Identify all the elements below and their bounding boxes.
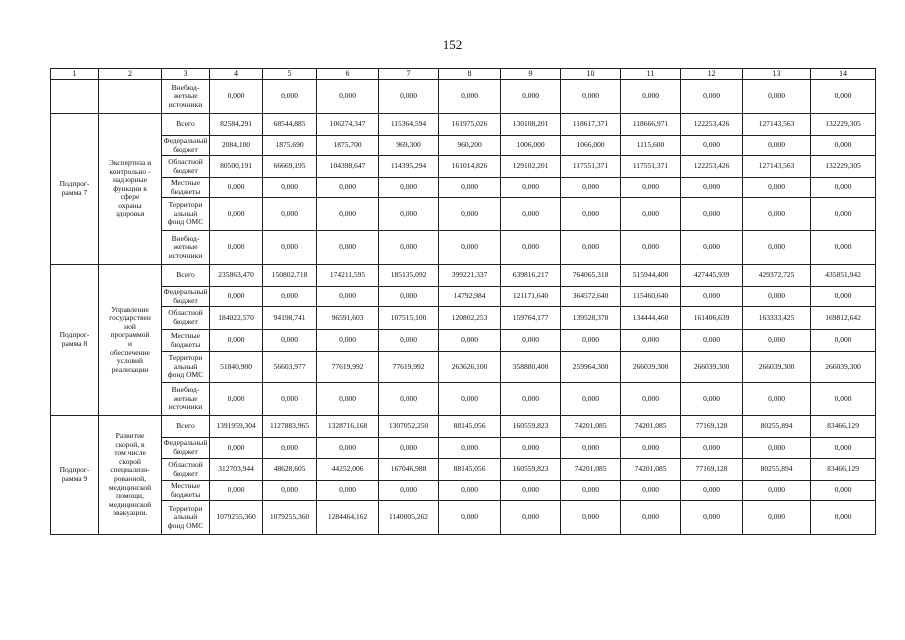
table-row <box>51 136 876 156</box>
amount-cell: 88145,056 <box>439 416 501 438</box>
amount-cell: 0,000 <box>210 198 263 231</box>
amount-cell: 0,000 <box>210 231 263 265</box>
amount-cell: 0,000 <box>811 481 876 501</box>
column-number-cell: 2 <box>99 69 162 80</box>
table-row <box>51 352 876 383</box>
amount-cell: 0,000 <box>439 481 501 501</box>
funding-source-cell: Областной бюджет <box>162 156 210 178</box>
amount-cell: 0,000 <box>681 481 743 501</box>
amount-cell: 120802,253 <box>439 307 501 330</box>
funding-source-cell: Внебюд- жетные источники <box>162 383 210 416</box>
amount-cell: 74201,085 <box>621 459 681 481</box>
amount-cell: 1391959,304 <box>210 416 263 438</box>
amount-cell: 969,300 <box>379 136 439 156</box>
amount-cell: 0,000 <box>621 481 681 501</box>
amount-cell: 0,000 <box>501 481 561 501</box>
funding-source-cell: Территори альный фонд ОМС <box>162 352 210 383</box>
amount-cell: 139528,378 <box>561 307 621 330</box>
amount-cell: 2084,100 <box>210 136 263 156</box>
table-row <box>51 459 876 481</box>
amount-cell: 0,000 <box>561 501 621 535</box>
amount-cell: 0,000 <box>621 198 681 231</box>
amount-cell: 80255,894 <box>743 416 811 438</box>
amount-cell: 122253,426 <box>681 156 743 178</box>
table-row <box>51 265 876 287</box>
amount-cell: 132229,305 <box>811 114 876 136</box>
amount-cell: 94198,741 <box>263 307 317 330</box>
amount-cell: 312703,944 <box>210 459 263 481</box>
amount-cell: 0,000 <box>811 231 876 265</box>
amount-cell: 0,000 <box>621 80 681 114</box>
amount-cell: 117551,371 <box>621 156 681 178</box>
column-number-cell: 6 <box>317 69 379 80</box>
amount-cell: 0,000 <box>317 330 379 352</box>
amount-cell: 0,000 <box>501 231 561 265</box>
amount-cell: 0,000 <box>501 178 561 198</box>
table-row <box>51 80 876 114</box>
subprogram-title-cell: Развитие скорой, в том числе скорой специализи- рованной, медицинской помощи, медицинской эвакуации. <box>99 416 162 535</box>
amount-cell: 0,000 <box>439 178 501 198</box>
amount-cell: 435851,942 <box>811 265 876 287</box>
amount-cell: 0,000 <box>561 198 621 231</box>
amount-cell: 127143,563 <box>743 156 811 178</box>
funding-source-cell: Областной бюджет <box>162 459 210 481</box>
amount-cell: 0,000 <box>501 330 561 352</box>
amount-cell: 0,000 <box>743 136 811 156</box>
amount-cell: 0,000 <box>263 198 317 231</box>
amount-cell: 106274,347 <box>317 114 379 136</box>
amount-cell: 163333,425 <box>743 307 811 330</box>
amount-cell: 1079255,360 <box>263 501 317 535</box>
amount-cell: 0,000 <box>379 481 439 501</box>
table-row <box>51 416 876 438</box>
page-number: 152 <box>442 37 463 52</box>
amount-cell: 0,000 <box>681 330 743 352</box>
subprogram-title-cell <box>99 80 162 114</box>
subprogram-cell: Подпрог- рамма 9 <box>51 416 99 535</box>
amount-cell: 159764,177 <box>501 307 561 330</box>
table-row <box>51 330 876 352</box>
amount-cell: 77619,992 <box>379 352 439 383</box>
amount-cell: 0,000 <box>811 383 876 416</box>
amount-cell: 0,000 <box>210 330 263 352</box>
column-number-cell: 5 <box>263 69 317 80</box>
amount-cell: 0,000 <box>439 501 501 535</box>
amount-cell: 0,000 <box>317 80 379 114</box>
amount-cell: 259964,300 <box>561 352 621 383</box>
amount-cell: 0,000 <box>743 383 811 416</box>
amount-cell: 117551,371 <box>561 156 621 178</box>
amount-cell: 0,000 <box>561 481 621 501</box>
amount-cell: 263626,100 <box>439 352 501 383</box>
funding-source-cell: Внебюд- жетные источники <box>162 80 210 114</box>
subprogram-cell: Подпрог- рамма 7 <box>51 114 99 265</box>
amount-cell: 0,000 <box>811 198 876 231</box>
amount-cell: 1140005,262 <box>379 501 439 535</box>
amount-cell: 266039,300 <box>621 352 681 383</box>
column-number-cell: 8 <box>439 69 501 80</box>
amount-cell: 0,000 <box>621 178 681 198</box>
amount-cell: 83466,129 <box>811 459 876 481</box>
funding-source-cell: Всего <box>162 265 210 287</box>
amount-cell: 0,000 <box>439 383 501 416</box>
amount-cell: 0,000 <box>621 330 681 352</box>
amount-cell: 515944,400 <box>621 265 681 287</box>
amount-cell: 0,000 <box>743 287 811 307</box>
amount-cell: 80255,894 <box>743 459 811 481</box>
amount-cell: 0,000 <box>263 438 317 459</box>
subprogram-cell: Подпрог- рамма 8 <box>51 265 99 416</box>
amount-cell: 0,000 <box>439 438 501 459</box>
amount-cell: 0,000 <box>743 330 811 352</box>
column-number-cell: 10 <box>561 69 621 80</box>
amount-cell: 0,000 <box>561 231 621 265</box>
amount-cell: 167046,988 <box>379 459 439 481</box>
amount-cell: 68544,885 <box>263 114 317 136</box>
amount-cell: 82584,291 <box>210 114 263 136</box>
column-number-cell: 3 <box>162 69 210 80</box>
amount-cell: 121171,640 <box>501 287 561 307</box>
amount-cell: 161975,026 <box>439 114 501 136</box>
amount-cell: 0,000 <box>681 231 743 265</box>
amount-cell: 74201,085 <box>561 416 621 438</box>
amount-cell: 0,000 <box>811 287 876 307</box>
amount-cell: 0,000 <box>263 383 317 416</box>
subprogram-cell <box>51 80 99 114</box>
table-row <box>51 438 876 459</box>
funding-source-cell: Всего <box>162 416 210 438</box>
amount-cell: 0,000 <box>317 198 379 231</box>
amount-cell: 122253,426 <box>681 114 743 136</box>
amount-cell: 0,000 <box>263 178 317 198</box>
amount-cell: 0,000 <box>811 178 876 198</box>
amount-cell: 364572,640 <box>561 287 621 307</box>
amount-cell: 0,000 <box>561 383 621 416</box>
amount-cell: 0,000 <box>743 231 811 265</box>
subprogram-title-cell: Управление государствен ной программой и обеспечение условий реализации <box>99 265 162 416</box>
amount-cell: 0,000 <box>210 438 263 459</box>
amount-cell: 150802,718 <box>263 265 317 287</box>
funding-source-cell: Федеральный бюджет <box>162 136 210 156</box>
amount-cell: 0,000 <box>263 231 317 265</box>
table-row <box>51 481 876 501</box>
amount-cell: 118666,971 <box>621 114 681 136</box>
amount-cell: 0,000 <box>681 136 743 156</box>
amount-cell: 429372,725 <box>743 265 811 287</box>
funding-source-cell: Территори альный фонд ОМС <box>162 501 210 535</box>
amount-cell: 0,000 <box>681 438 743 459</box>
amount-cell: 0,000 <box>317 438 379 459</box>
column-number-cell: 12 <box>681 69 743 80</box>
table-row <box>51 383 876 416</box>
amount-cell: 56603,977 <box>263 352 317 383</box>
amount-cell: 0,000 <box>210 287 263 307</box>
amount-cell: 0,000 <box>379 383 439 416</box>
funding-source-cell: Местные бюджеты <box>162 178 210 198</box>
funding-source-cell: Местные бюджеты <box>162 481 210 501</box>
amount-cell: 0,000 <box>561 330 621 352</box>
funding-source-cell: Всего <box>162 114 210 136</box>
amount-cell: 51840,900 <box>210 352 263 383</box>
amount-cell: 0,000 <box>263 330 317 352</box>
amount-cell: 127143,563 <box>743 114 811 136</box>
amount-cell: 48628,605 <box>263 459 317 481</box>
amount-cell: 161014,826 <box>439 156 501 178</box>
amount-cell: 77169,128 <box>681 459 743 481</box>
amount-cell: 1127883,965 <box>263 416 317 438</box>
table-row <box>51 114 876 136</box>
amount-cell: 129102,201 <box>501 156 561 178</box>
amount-cell: 0,000 <box>681 198 743 231</box>
amount-cell: 0,000 <box>621 501 681 535</box>
amount-cell: 0,000 <box>379 231 439 265</box>
amount-cell: 0,000 <box>621 383 681 416</box>
funding-source-cell: Федеральный бюджет <box>162 438 210 459</box>
amount-cell: 74201,085 <box>621 416 681 438</box>
funding-source-cell: Областной бюджет <box>162 307 210 330</box>
table-row <box>51 287 876 307</box>
amount-cell: 184022,570 <box>210 307 263 330</box>
amount-cell: 0,000 <box>263 481 317 501</box>
amount-cell: 266039,300 <box>681 352 743 383</box>
amount-cell: 0,000 <box>681 80 743 114</box>
funding-source-cell: Местные бюджеты <box>162 330 210 352</box>
column-number-cell: 1 <box>51 69 99 80</box>
amount-cell: 0,000 <box>681 501 743 535</box>
amount-cell: 44252,006 <box>317 459 379 481</box>
amount-cell: 0,000 <box>379 198 439 231</box>
amount-cell: 1328716,168 <box>317 416 379 438</box>
column-number-cell: 9 <box>501 69 561 80</box>
amount-cell: 0,000 <box>501 501 561 535</box>
amount-cell: 0,000 <box>811 501 876 535</box>
amount-cell: 0,000 <box>501 438 561 459</box>
amount-cell: 0,000 <box>263 80 317 114</box>
amount-cell: 1307052,250 <box>379 416 439 438</box>
amount-cell: 1006,000 <box>501 136 561 156</box>
amount-cell: 639816,217 <box>501 265 561 287</box>
amount-cell: 0,000 <box>743 481 811 501</box>
amount-cell: 96591,603 <box>317 307 379 330</box>
amount-cell: 960,200 <box>439 136 501 156</box>
column-number-cell: 13 <box>743 69 811 80</box>
amount-cell: 0,000 <box>621 438 681 459</box>
budget-table <box>50 68 876 535</box>
amount-cell: 399221,337 <box>439 265 501 287</box>
amount-cell: 0,000 <box>379 438 439 459</box>
amount-cell: 427445,939 <box>681 265 743 287</box>
amount-cell: 0,000 <box>561 178 621 198</box>
amount-cell: 0,000 <box>317 178 379 198</box>
amount-cell: 118617,371 <box>561 114 621 136</box>
table-row <box>51 307 876 330</box>
amount-cell: 83466,129 <box>811 416 876 438</box>
amount-cell: 0,000 <box>317 383 379 416</box>
table-row <box>51 156 876 178</box>
amount-cell: 1115,600 <box>621 136 681 156</box>
column-number-row <box>51 69 876 80</box>
amount-cell: 0,000 <box>379 287 439 307</box>
column-number-cell: 11 <box>621 69 681 80</box>
amount-cell: 66669,195 <box>263 156 317 178</box>
amount-cell: 80500,191 <box>210 156 263 178</box>
amount-cell: 0,000 <box>317 481 379 501</box>
amount-cell: 1875,700 <box>317 136 379 156</box>
amount-cell: 161406,639 <box>681 307 743 330</box>
amount-cell: 74201,085 <box>561 459 621 481</box>
amount-cell: 160559,823 <box>501 459 561 481</box>
amount-cell: 1284464,162 <box>317 501 379 535</box>
amount-cell: 77619,992 <box>317 352 379 383</box>
amount-cell: 0,000 <box>210 80 263 114</box>
amount-cell: 0,000 <box>681 287 743 307</box>
amount-cell: 0,000 <box>811 80 876 114</box>
amount-cell: 114395,294 <box>379 156 439 178</box>
amount-cell: 132229,305 <box>811 156 876 178</box>
amount-cell: 115364,594 <box>379 114 439 136</box>
table-row <box>51 501 876 535</box>
amount-cell: 174211,595 <box>317 265 379 287</box>
amount-cell: 0,000 <box>501 383 561 416</box>
amount-cell: 0,000 <box>317 231 379 265</box>
amount-cell: 0,000 <box>439 330 501 352</box>
amount-cell: 358880,400 <box>501 352 561 383</box>
amount-cell: 235863,470 <box>210 265 263 287</box>
amount-cell: 77169,128 <box>681 416 743 438</box>
amount-cell: 14792,984 <box>439 287 501 307</box>
funding-source-cell: Федеральный бюджет <box>162 287 210 307</box>
amount-cell: 130108,201 <box>501 114 561 136</box>
amount-cell: 0,000 <box>621 231 681 265</box>
amount-cell: 1875,690 <box>263 136 317 156</box>
budget-table-body <box>51 69 876 535</box>
amount-cell: 0,000 <box>681 383 743 416</box>
amount-cell: 88145,056 <box>439 459 501 481</box>
amount-cell: 0,000 <box>379 330 439 352</box>
amount-cell: 0,000 <box>681 178 743 198</box>
amount-cell: 185135,092 <box>379 265 439 287</box>
amount-cell: 0,000 <box>317 287 379 307</box>
amount-cell: 0,000 <box>743 80 811 114</box>
amount-cell: 0,000 <box>501 80 561 114</box>
amount-cell: 104398,647 <box>317 156 379 178</box>
amount-cell: 0,000 <box>210 481 263 501</box>
table-row <box>51 178 876 198</box>
amount-cell: 169812,642 <box>811 307 876 330</box>
table-row <box>51 198 876 231</box>
amount-cell: 0,000 <box>263 287 317 307</box>
amount-cell: 0,000 <box>561 80 621 114</box>
amount-cell: 0,000 <box>743 178 811 198</box>
amount-cell: 107515,100 <box>379 307 439 330</box>
amount-cell: 1079255,360 <box>210 501 263 535</box>
amount-cell: 0,000 <box>210 178 263 198</box>
amount-cell: 764065,318 <box>561 265 621 287</box>
amount-cell: 0,000 <box>379 80 439 114</box>
subprogram-title-cell: Экспертиза и контрольно - надзорные функции в сфере охраны здоровья <box>99 114 162 265</box>
amount-cell: 0,000 <box>811 136 876 156</box>
amount-cell: 0,000 <box>743 198 811 231</box>
amount-cell: 0,000 <box>811 438 876 459</box>
amount-cell: 0,000 <box>439 231 501 265</box>
amount-cell: 0,000 <box>439 198 501 231</box>
table-row <box>51 231 876 265</box>
amount-cell: 266039,300 <box>811 352 876 383</box>
amount-cell: 0,000 <box>501 198 561 231</box>
amount-cell: 0,000 <box>379 178 439 198</box>
amount-cell: 160559,823 <box>501 416 561 438</box>
column-number-cell: 14 <box>811 69 876 80</box>
amount-cell: 134444,460 <box>621 307 681 330</box>
amount-cell: 0,000 <box>210 383 263 416</box>
funding-source-cell: Территори альный фонд ОМС <box>162 198 210 231</box>
amount-cell: 0,000 <box>811 330 876 352</box>
amount-cell: 266039,300 <box>743 352 811 383</box>
column-number-cell: 4 <box>210 69 263 80</box>
amount-cell: 0,000 <box>439 80 501 114</box>
amount-cell: 0,000 <box>743 501 811 535</box>
amount-cell: 1066,000 <box>561 136 621 156</box>
funding-source-cell: Внебюд- жетные источники <box>162 231 210 265</box>
amount-cell: 0,000 <box>561 438 621 459</box>
amount-cell: 115460,640 <box>621 287 681 307</box>
column-number-cell: 7 <box>379 69 439 80</box>
amount-cell: 0,000 <box>743 438 811 459</box>
